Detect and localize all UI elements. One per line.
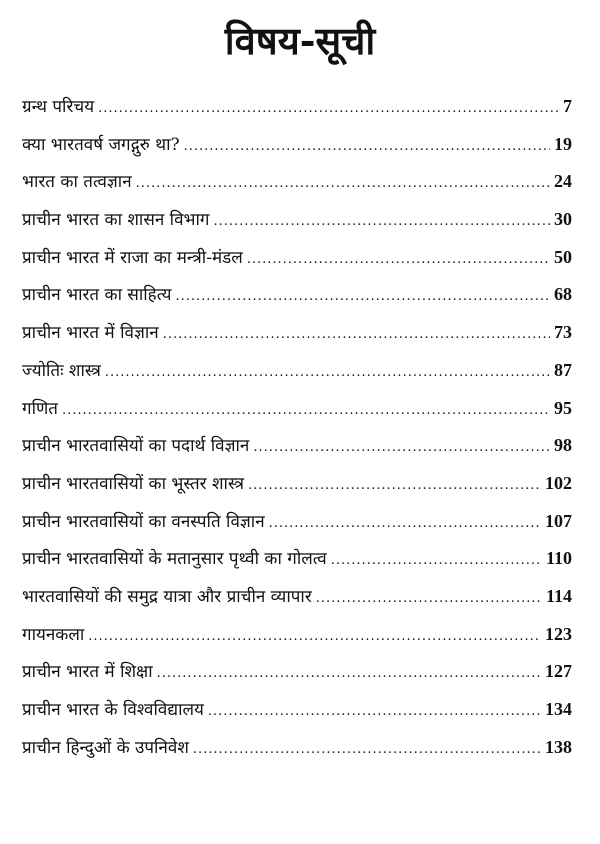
dot-leader	[247, 241, 550, 279]
toc-entry[interactable]	[22, 691, 572, 729]
dot-leader	[193, 731, 541, 769]
dot-leader	[176, 278, 551, 316]
toc-entry-title: प्राचीन हिन्दुओं के उपनिवेश	[22, 737, 189, 758]
toc-entry[interactable]	[22, 540, 572, 578]
toc-entry[interactable]	[22, 729, 572, 767]
toc-entry-title: प्राचीन भारत का शासन विभाग	[22, 210, 210, 231]
toc-entry-page: 98	[554, 435, 572, 456]
toc-entry-title: प्राचीन भारत में विज्ञान	[22, 323, 159, 344]
toc-entry[interactable]	[22, 201, 572, 239]
toc-entry-title: प्राचीन भारतवासियों का भूस्तर शास्त्र	[22, 473, 244, 494]
dot-leader	[331, 542, 542, 580]
toc-entry[interactable]	[22, 616, 572, 654]
dot-leader	[184, 128, 550, 166]
dot-leader	[316, 580, 542, 618]
toc-entry-title: क्या भारतवर्ष जगद्गुरु था?	[22, 134, 180, 155]
dot-leader	[88, 618, 541, 656]
toc-entry-page: 50	[554, 246, 572, 267]
toc-entry-title: प्राचीन भारतवासियों के मतानुसार पृथ्वी का गोलत्व	[22, 549, 327, 570]
toc-entry-page: 30	[554, 209, 572, 230]
toc-entry-page: 107	[545, 510, 572, 531]
dot-leader	[105, 354, 550, 392]
toc-entry-page: 7	[563, 96, 572, 116]
toc-entry-page: 19	[554, 133, 572, 154]
toc-entry-page: 114	[545, 585, 572, 606]
toc-entry-title: ग्रन्थ परिचय	[22, 97, 95, 117]
toc-entry-page: 127	[545, 661, 572, 682]
toc-entry-page: 87	[554, 359, 572, 380]
toc-entry-page: 95	[554, 397, 572, 418]
dot-leader	[62, 392, 550, 430]
toc-entry-page: 24	[554, 171, 572, 192]
toc-entry-page: 68	[554, 284, 572, 305]
toc-entry-title: प्राचीन भारतवासियों का पदार्थ विज्ञान	[22, 436, 250, 457]
toc-entry[interactable]	[22, 126, 572, 164]
toc-entry[interactable]	[22, 88, 572, 126]
toc-entry-title: प्राचीन भारत में शिक्षा	[22, 662, 153, 683]
dot-leader	[253, 429, 550, 467]
dot-leader	[163, 316, 550, 354]
dot-leader	[269, 505, 541, 543]
toc-entry[interactable]	[22, 276, 572, 314]
table-of-contents	[22, 88, 572, 766]
toc-entry-page: 138	[545, 736, 572, 757]
dot-leader	[248, 467, 541, 505]
dot-leader	[98, 90, 559, 128]
toc-entry-title: प्राचीन भारत में राजा का मन्त्री-मंडल	[22, 247, 243, 268]
toc-entry-page: 134	[545, 699, 572, 719]
dot-leader	[208, 693, 541, 731]
toc-entry[interactable]	[22, 390, 572, 428]
toc-entry-title: प्राचीन भारत का साहित्य	[22, 285, 172, 306]
toc-entry[interactable]	[22, 578, 572, 616]
dot-leader	[136, 165, 550, 203]
toc-entry-page: 102	[545, 472, 572, 493]
toc-entry[interactable]	[22, 163, 572, 201]
toc-entry[interactable]	[22, 427, 572, 465]
toc-entry-page: 110	[545, 548, 572, 569]
toc-entry-title: गणित	[22, 398, 58, 419]
toc-entry[interactable]	[22, 465, 572, 503]
toc-entry[interactable]	[22, 314, 572, 352]
toc-entry-title: भारतवासियों की समुद्र यात्रा और प्राचीन व्यापार	[22, 586, 312, 607]
toc-entry[interactable]	[22, 352, 572, 390]
toc-entry-title: प्राचीन भारतवासियों का वनस्पति विज्ञान	[22, 511, 265, 532]
toc-entry[interactable]	[22, 503, 572, 541]
toc-entry-title: प्राचीन भारत के विश्वविद्यालय	[22, 700, 204, 720]
toc-entry-title: गायनकला	[22, 624, 85, 645]
page-title: विषय-सूची	[224, 18, 376, 63]
toc-entry-title: ज्योतिः शास्त्र	[22, 360, 101, 381]
toc-entry-page: 123	[545, 623, 572, 644]
toc-entry[interactable]	[22, 239, 572, 277]
toc-entry-page: 73	[554, 322, 572, 343]
toc-entry-title: भारत का तत्वज्ञान	[22, 172, 132, 193]
dot-leader	[213, 203, 550, 241]
toc-entry[interactable]	[22, 653, 572, 691]
dot-leader	[157, 655, 541, 693]
